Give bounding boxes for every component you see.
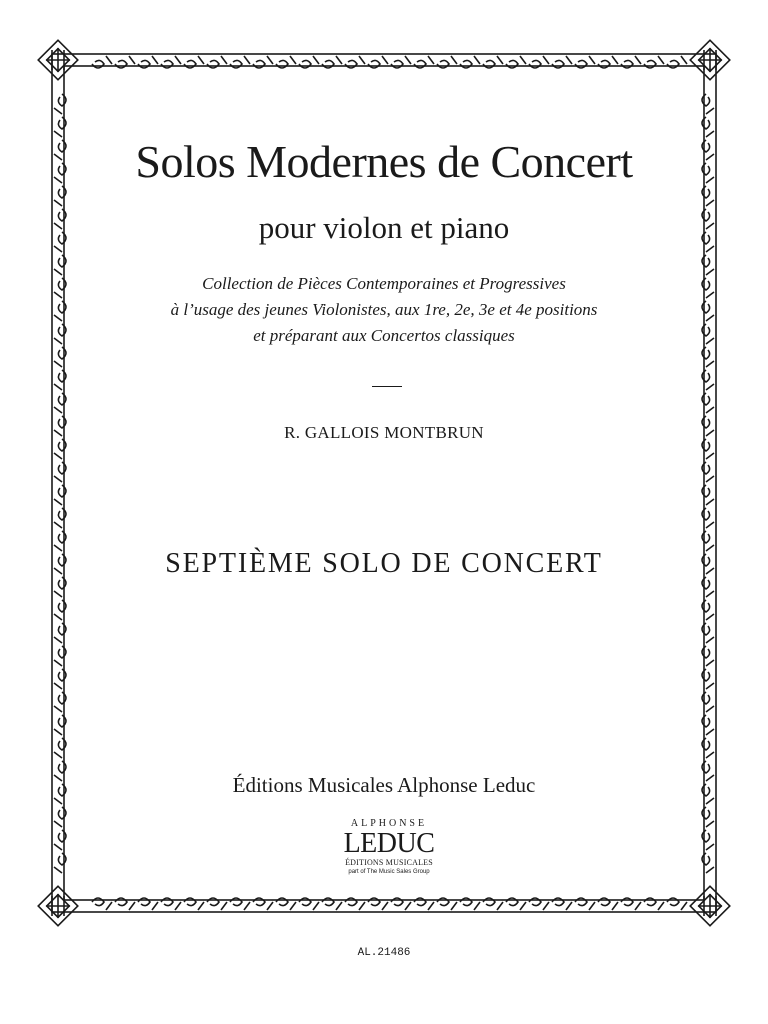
logo-main-text: LEDUC [343,828,435,859]
description-line-2: à l’usage des jeunes Violonistes, aux 1re, 2e, 3e et 4e positions [170,300,598,319]
logo-top-text: ALPHONSE [350,818,428,829]
publisher-name: Éditions Musicales Alphonse Leduc [232,773,536,797]
composer-name: R. GALLOIS MONTBRUN [284,423,484,442]
leduc-logo [334,818,444,876]
work-title: SEPTIÈME SOLO DE CONCERT [165,548,603,579]
cover-title: Solos Modernes de Concert [135,136,633,187]
logo-group-text: part of The Music Sales Group [348,869,430,875]
description-line-1: Collection de Pièces Contemporaines et Progressives [202,274,566,293]
divider-rule [372,386,402,387]
logo-sub-text: ÉDITIONS MUSICALES [345,858,433,867]
cover-subtitle: pour violon et piano [258,210,510,245]
description-line-3: et préparant aux Concertos classiques [253,326,515,345]
catalog-number: AL.21486 [357,947,411,959]
